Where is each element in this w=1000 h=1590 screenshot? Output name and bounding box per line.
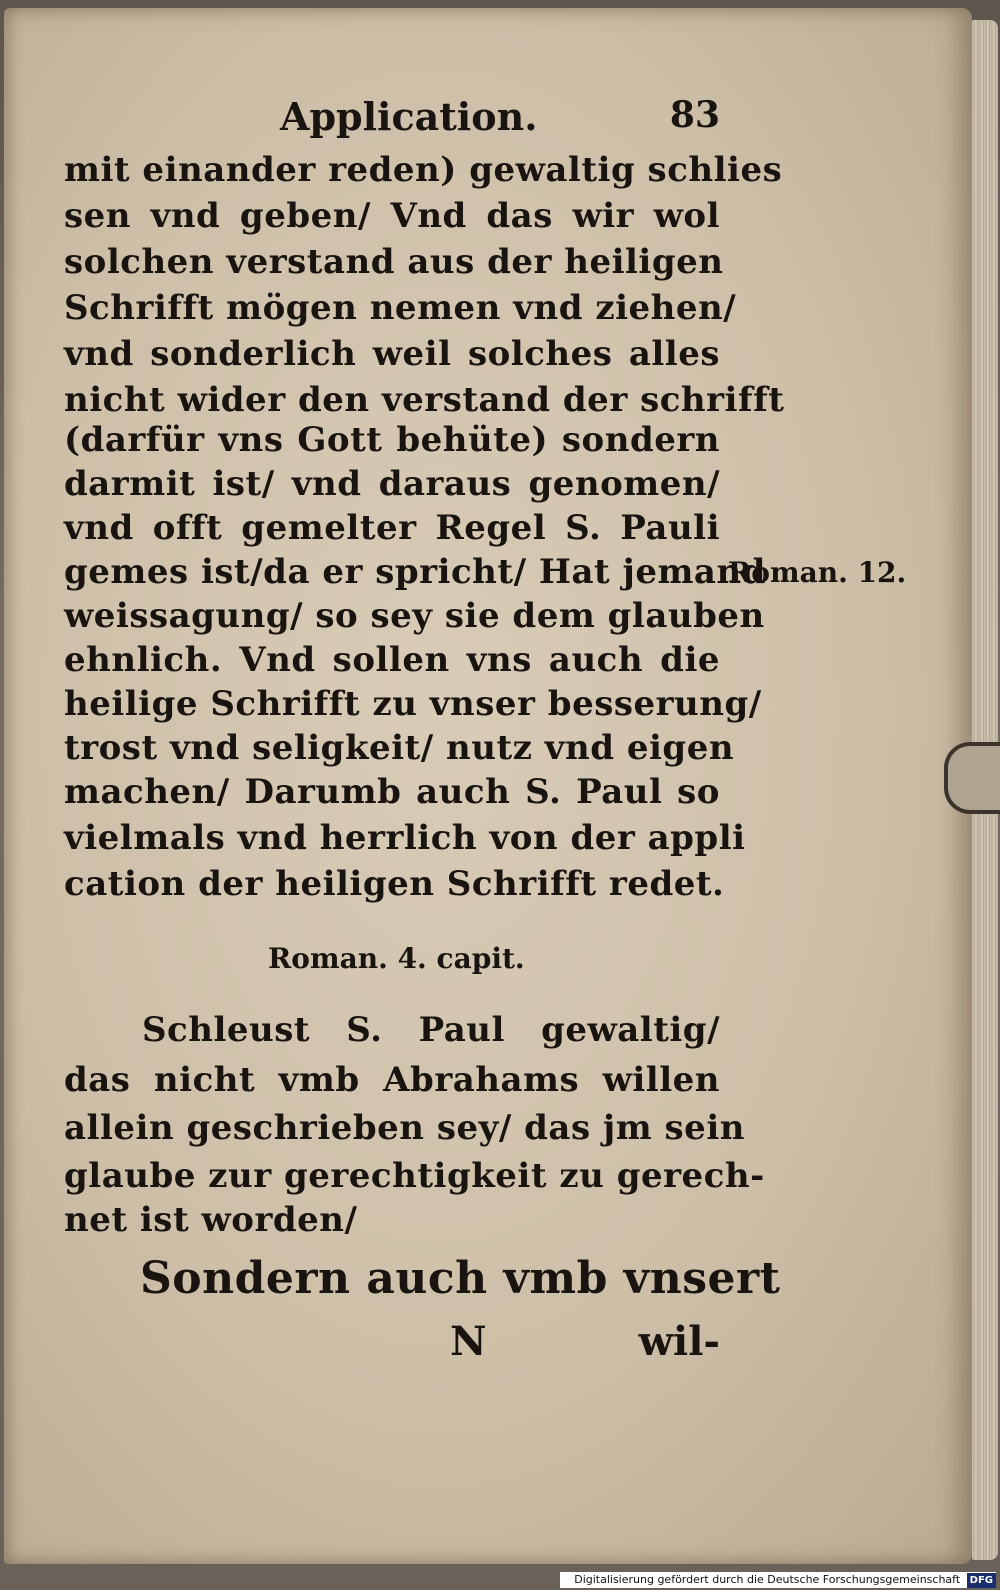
digitization-credit bbox=[560, 1572, 996, 1588]
signature-mark: N bbox=[450, 1318, 487, 1365]
page-number: 83 bbox=[669, 94, 720, 136]
text-line: gemes ist/da er spricht/ Hat jemand bbox=[64, 552, 766, 592]
text-line: mit einander reden) gewaltig schlies bbox=[64, 150, 783, 190]
margin-note: Roman. 12. bbox=[728, 556, 907, 589]
text-line: trost vnd seligkeit/ nutz vnd eigen bbox=[64, 728, 735, 768]
text-line: allein geschrieben sey/ das jm sein bbox=[64, 1108, 745, 1148]
text-line: sen vnd geben/ Vnd das wir wol bbox=[64, 196, 720, 236]
text-line: darmit ist/ vnd daraus genomen/ bbox=[64, 464, 720, 504]
text-line: vnd offt gemelter Regel S. Pauli bbox=[64, 508, 720, 548]
dfg-logo: DFG bbox=[967, 1573, 996, 1588]
text-line: nicht wider den verstand der schrifft bbox=[64, 380, 785, 420]
text-line: machen/ Darumb auch S. Paul so bbox=[64, 772, 720, 812]
text-line: weissagung/ so sey sie dem glauben bbox=[64, 596, 765, 636]
text-line: vielmals vnd herrlich von der appli bbox=[64, 818, 746, 858]
text-line: solchen verstand aus der heiligen bbox=[64, 242, 724, 282]
book-clasp bbox=[944, 742, 1000, 814]
text-line: Schrifft mögen nemen vnd ziehen/ bbox=[64, 288, 737, 328]
catchword: wil- bbox=[638, 1318, 720, 1365]
closing-line: Sondern auch vmb vnsert bbox=[140, 1253, 781, 1304]
running-title: Application. bbox=[280, 94, 538, 139]
text-line: das nicht vmb Abrahams willen bbox=[64, 1060, 720, 1100]
text-line: (darfür vns Gott behüte) sondern bbox=[64, 420, 720, 460]
text-line: cation der heiligen Schrifft redet. bbox=[64, 864, 725, 904]
credit-text: Digitalisierung gefördert durch die Deutsche Forschungsgemeinschaft bbox=[574, 1573, 961, 1586]
text-line: net ist worden/ bbox=[64, 1200, 358, 1240]
text-line: ehnlich. Vnd sollen vns auch die bbox=[64, 640, 720, 680]
section-heading: Roman. 4. capit. bbox=[268, 942, 525, 975]
text-line: vnd sonderlich weil solches alles bbox=[64, 334, 720, 374]
text-line: glaube zur gerechtigkeit zu gerech- bbox=[64, 1156, 765, 1196]
text-line: heilige Schrifft zu vnser besserung/ bbox=[64, 684, 762, 724]
text-line: Schleust S. Paul gewaltig/ bbox=[142, 1010, 720, 1050]
